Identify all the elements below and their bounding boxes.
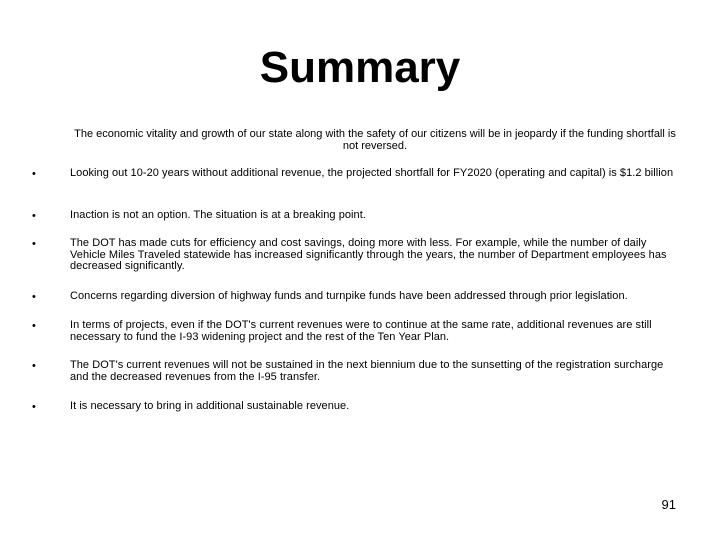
intro-statement: The economic vitality and growth of our state along with the safety of our citizens will be in jeopardy if the funding shortfall is not reversed. [74,128,676,152]
bullet-marker: • [32,401,36,413]
bullet-text: Looking out 10-20 years without additional revenue, the projected shortfall for FY2020 (operating and capital) is $1.2 billion [70,167,674,179]
bullet-text: The DOT has made cuts for efficiency and cost savings, doing more with less. For example, while the number of daily Vehicle Miles Traveled statewide has increased significantly through the years, the number of Department employees has decreased significantly. [70,237,667,272]
slide-title: Summary [259,43,461,92]
bullet-marker: • [32,320,36,332]
bullet-marker: • [32,360,36,372]
bullet-marker: • [32,291,36,303]
bullet-text: Concerns regarding diversion of highway funds and turnpike funds have been addressed through prior legislation. [70,290,628,302]
page-number: 91 [661,497,676,512]
bullet-text: It is necessary to bring in additional sustainable revenue. [70,400,350,412]
bullet-marker: • [32,168,36,180]
bullet-marker: • [32,210,36,222]
bullet-text: Inaction is not an option. The situation is at a breaking point. [70,209,366,221]
bullet-text: In terms of projects, even if the DOT's current revenues were to continue at the same rate, additional revenues are still necessary to fund the I-93 widening project and the rest of the Ten Year Plan. [70,319,652,343]
bullet-text: The DOT's current revenues will not be sustained in the next biennium due to the sunsetting of the registration surcharge and the decreased revenues from the I-95 transfer. [70,359,664,383]
bullet-marker: • [32,238,36,250]
